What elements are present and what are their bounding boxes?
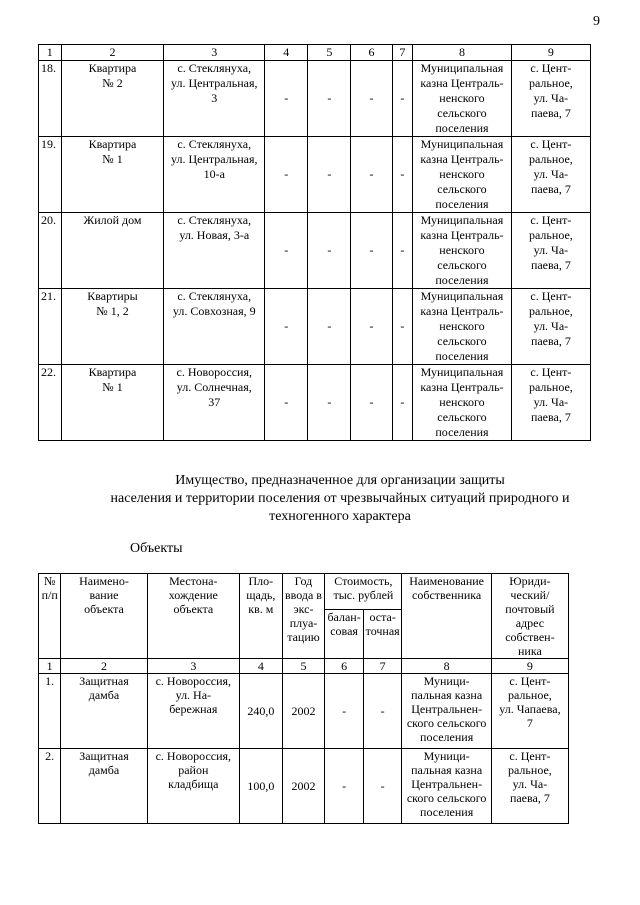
cell-line: объекта bbox=[84, 602, 124, 616]
cell-value: - bbox=[392, 365, 413, 441]
book-value: - bbox=[325, 749, 364, 824]
cell-value: - bbox=[308, 137, 351, 213]
cell-line: Центральнен- bbox=[411, 702, 483, 716]
cell-value: - bbox=[351, 213, 392, 289]
cell-line: Наименование bbox=[409, 574, 485, 588]
cell-line: паева, 7 bbox=[530, 106, 571, 120]
object-name bbox=[61, 137, 164, 213]
column-number: 4 bbox=[265, 45, 308, 61]
cell-line: собственника bbox=[412, 588, 482, 602]
cell-line: ул. Ча- bbox=[533, 167, 569, 181]
column-number: 3 bbox=[164, 45, 265, 61]
cell-line: паева, 7 bbox=[530, 334, 571, 348]
cell-line: ул. На- bbox=[175, 688, 212, 702]
cell-line: с. Цент- bbox=[530, 365, 572, 379]
cell-line: совая bbox=[330, 624, 358, 638]
cell-line: ральное, bbox=[529, 76, 573, 90]
cell-line: пальная казна bbox=[411, 763, 483, 777]
protection-objects-table bbox=[38, 573, 569, 824]
table-row bbox=[39, 365, 591, 441]
cell-line: 10-а bbox=[203, 167, 225, 181]
cell-line: Пло- bbox=[248, 574, 274, 588]
cell-line: сельского bbox=[437, 106, 487, 120]
cell-line: с. Цент- bbox=[509, 749, 551, 763]
owner-name bbox=[413, 213, 512, 289]
owner-address bbox=[491, 674, 568, 749]
cell-line: с. Цент- bbox=[509, 674, 551, 688]
cell-line: № 1 bbox=[102, 380, 123, 394]
cell-line: с. Цент- bbox=[530, 61, 572, 75]
cell-line: ул. Ча- bbox=[533, 243, 569, 257]
row-number: 1. bbox=[39, 674, 61, 749]
cell-line: ул. Ча- bbox=[512, 777, 548, 791]
residual-value: - bbox=[363, 749, 402, 824]
objects-label: Объекты bbox=[130, 541, 183, 556]
header-row bbox=[39, 574, 569, 610]
object-location bbox=[164, 61, 265, 137]
cell-line: Жилой дом bbox=[83, 213, 142, 227]
cell-line: казна Централь- bbox=[420, 152, 504, 166]
cell-line: сельского bbox=[437, 334, 487, 348]
cell-line: Квартира bbox=[88, 137, 137, 151]
header-area bbox=[240, 574, 283, 659]
cell-line: кладбища bbox=[168, 777, 219, 791]
object-name bbox=[61, 213, 164, 289]
commissioning-year: 2002 bbox=[282, 674, 325, 749]
table-row bbox=[39, 137, 591, 213]
cell-line: паева, 7 bbox=[530, 182, 571, 196]
cell-line: Муници- bbox=[423, 674, 470, 688]
cell-line: ральное, bbox=[529, 228, 573, 242]
cell-line: с. Цент- bbox=[530, 289, 572, 303]
cell-line: ненского bbox=[439, 243, 485, 257]
owner-address bbox=[511, 137, 590, 213]
cell-line: ральное, bbox=[508, 688, 552, 702]
cell-line: поселения bbox=[420, 805, 474, 819]
cell-line: поселения bbox=[435, 273, 489, 287]
cell-line: ральное, bbox=[529, 304, 573, 318]
column-number: 1 bbox=[39, 45, 62, 61]
cell-line: точная bbox=[365, 624, 400, 638]
column-number: 5 bbox=[308, 45, 351, 61]
cell-line: с. Стеклянуха, bbox=[177, 289, 252, 303]
object-name bbox=[61, 289, 164, 365]
page-number: 9 bbox=[593, 14, 600, 29]
cell-value: - bbox=[351, 289, 392, 365]
header-cost bbox=[325, 574, 402, 610]
cell-line: экс- bbox=[293, 602, 314, 616]
object-location bbox=[147, 674, 239, 749]
cell-line: поселения bbox=[435, 197, 489, 211]
header-owner-address bbox=[491, 574, 568, 659]
cell-value: - bbox=[265, 213, 308, 289]
cell-line: паева, 7 bbox=[530, 410, 571, 424]
header-cost-book bbox=[325, 610, 364, 659]
cell-line: 7 bbox=[526, 716, 533, 730]
cell-value: - bbox=[392, 289, 413, 365]
cell-value: - bbox=[392, 213, 413, 289]
cell-value: - bbox=[308, 365, 351, 441]
cell-line: Квартира bbox=[88, 365, 137, 379]
owner-address bbox=[511, 61, 590, 137]
cell-line: тыс. рублей bbox=[333, 588, 394, 602]
column-number-row bbox=[39, 45, 591, 61]
cell-line: Муниципальная bbox=[420, 61, 504, 75]
cell-line: пальная казна bbox=[411, 688, 483, 702]
owner-name bbox=[413, 289, 512, 365]
cell-line: сельского bbox=[437, 258, 487, 272]
cell-value: - bbox=[265, 289, 308, 365]
cell-line: с. Новороссия, bbox=[155, 749, 232, 763]
cell-line: ральное, bbox=[529, 152, 573, 166]
cell-line: Муниципальная bbox=[420, 365, 504, 379]
cell-line: с. Цент- bbox=[530, 137, 572, 151]
cell-line: Муници- bbox=[423, 749, 470, 763]
cell-line: ненского bbox=[439, 395, 485, 409]
object-name bbox=[61, 749, 147, 824]
cell-line: дамба bbox=[88, 688, 120, 702]
row-number: 2. bbox=[39, 749, 61, 824]
cell-line: с. Новороссия, bbox=[176, 365, 252, 379]
header-year bbox=[282, 574, 325, 659]
row-number: 18. bbox=[39, 61, 62, 137]
cell-line: бережная bbox=[169, 702, 218, 716]
column-number: 6 bbox=[325, 659, 364, 674]
column-number: 9 bbox=[511, 45, 590, 61]
object-location bbox=[164, 213, 265, 289]
cell-value: - bbox=[351, 61, 392, 137]
cell-line: казна Централь- bbox=[420, 304, 504, 318]
cell-line: Юриди- bbox=[509, 574, 551, 588]
cell-line: казна Централь- bbox=[420, 228, 504, 242]
cell-line: Муниципальная bbox=[420, 213, 504, 227]
cell-line: район bbox=[178, 763, 209, 777]
cell-line: ника bbox=[517, 644, 542, 658]
heading-line: техногенного характера bbox=[269, 509, 411, 524]
table-row bbox=[39, 674, 569, 749]
table-row bbox=[39, 289, 591, 365]
book-value: - bbox=[325, 674, 364, 749]
cell-line: ул. Центральная, bbox=[171, 152, 258, 166]
cell-value: - bbox=[265, 137, 308, 213]
cell-line: паева, 7 bbox=[530, 258, 571, 272]
row-number: 21. bbox=[39, 289, 62, 365]
cell-line: ческий/ bbox=[510, 588, 550, 602]
table-row bbox=[39, 61, 591, 137]
cell-line: ненского bbox=[439, 167, 485, 181]
cell-line: Защитная bbox=[79, 674, 129, 688]
cell-line: сельского bbox=[437, 410, 487, 424]
column-number: 3 bbox=[147, 659, 239, 674]
cell-line: Местона- bbox=[169, 574, 218, 588]
column-number: 7 bbox=[363, 659, 402, 674]
cell-line: поселения bbox=[435, 425, 489, 439]
cell-line: Наимено- bbox=[79, 574, 129, 588]
residual-value: - bbox=[363, 674, 402, 749]
header-cost-residual bbox=[363, 610, 402, 659]
cell-line: ул. Новая, 3-а bbox=[179, 228, 250, 242]
object-location bbox=[164, 365, 265, 441]
column-number: 2 bbox=[61, 659, 147, 674]
cell-line: ул. Центральная, bbox=[171, 76, 258, 90]
object-area: 240,0 bbox=[240, 674, 283, 749]
cell-value: - bbox=[392, 137, 413, 213]
column-number: 6 bbox=[351, 45, 392, 61]
cell-value: - bbox=[265, 61, 308, 137]
object-location bbox=[164, 137, 265, 213]
owner-name bbox=[413, 137, 512, 213]
cell-line: сельского bbox=[437, 182, 487, 196]
row-number: 19. bbox=[39, 137, 62, 213]
cell-line: ральное, bbox=[529, 380, 573, 394]
cell-line: ского сельского bbox=[406, 791, 487, 805]
column-number: 7 bbox=[392, 45, 413, 61]
cell-line: № bbox=[43, 574, 56, 588]
cell-line: оста- bbox=[369, 610, 396, 624]
cell-line: ул. Ча- bbox=[533, 395, 569, 409]
cell-line: объекта bbox=[173, 602, 214, 616]
object-area: 100,0 bbox=[240, 749, 283, 824]
cell-line: с. Стеклянуха, bbox=[177, 137, 252, 151]
owner-address bbox=[511, 213, 590, 289]
cell-line: № 2 bbox=[102, 76, 123, 90]
object-name bbox=[61, 61, 164, 137]
cell-line: ул. Солнечная, bbox=[176, 380, 252, 394]
cell-line: балан- bbox=[327, 610, 361, 624]
property-table-continued bbox=[38, 44, 591, 441]
heading-line: Имущество, предназначенное для организации защиты bbox=[175, 473, 505, 488]
object-name bbox=[61, 365, 164, 441]
cell-line: Защитная bbox=[79, 749, 129, 763]
header-owner-name bbox=[402, 574, 491, 659]
cell-value: - bbox=[392, 61, 413, 137]
cell-line: ненского bbox=[439, 91, 485, 105]
object-location bbox=[147, 749, 239, 824]
owner-name bbox=[402, 749, 491, 824]
column-number: 8 bbox=[402, 659, 491, 674]
table-row bbox=[39, 749, 569, 824]
cell-line: Муниципальная bbox=[420, 289, 504, 303]
row-number: 20. bbox=[39, 213, 62, 289]
section-heading bbox=[60, 472, 620, 526]
cell-line: с. Новороссия, bbox=[155, 674, 232, 688]
cell-line: вание bbox=[89, 588, 119, 602]
header-num bbox=[39, 574, 61, 659]
cell-line: № 1 bbox=[102, 152, 123, 166]
cell-line: хождение bbox=[168, 588, 218, 602]
cell-line: ввода в bbox=[284, 588, 322, 602]
cell-line: ул. Совхозная, 9 bbox=[172, 304, 256, 318]
cell-line: с. Стеклянуха, bbox=[177, 61, 252, 75]
cell-value: - bbox=[308, 289, 351, 365]
column-number: 8 bbox=[413, 45, 512, 61]
row-number: 22. bbox=[39, 365, 62, 441]
owner-address bbox=[511, 289, 590, 365]
cell-value: - bbox=[308, 213, 351, 289]
cell-line: ул. Ча- bbox=[533, 91, 569, 105]
cell-line: ского сельского bbox=[406, 716, 487, 730]
cell-value: - bbox=[351, 365, 392, 441]
cell-line: почтовый bbox=[505, 602, 555, 616]
header-name bbox=[61, 574, 147, 659]
owner-address bbox=[511, 365, 590, 441]
commissioning-year: 2002 bbox=[282, 749, 325, 824]
owner-name bbox=[413, 365, 512, 441]
cell-line: Год bbox=[294, 574, 313, 588]
column-number-row bbox=[39, 659, 569, 674]
cell-line: с. Цент- bbox=[530, 213, 572, 227]
owner-name bbox=[413, 61, 512, 137]
cell-value: - bbox=[265, 365, 308, 441]
column-number: 5 bbox=[282, 659, 325, 674]
cell-line: поселения bbox=[435, 121, 489, 135]
column-number: 1 bbox=[39, 659, 61, 674]
column-number: 9 bbox=[491, 659, 568, 674]
cell-line: Центральнен- bbox=[411, 777, 483, 791]
cell-value: - bbox=[308, 61, 351, 137]
cell-line: щадь, bbox=[246, 588, 276, 602]
cell-line: Стоимость, bbox=[334, 574, 393, 588]
cell-line: плуа- bbox=[289, 616, 318, 630]
cell-line: собствен- bbox=[505, 630, 555, 644]
cell-line: дамба bbox=[88, 763, 120, 777]
header-location bbox=[147, 574, 239, 659]
cell-line: 37 bbox=[208, 395, 221, 409]
cell-line: 3 bbox=[211, 91, 218, 105]
table-row bbox=[39, 213, 591, 289]
cell-line: № 1, 2 bbox=[96, 304, 129, 318]
cell-line: поселения bbox=[420, 730, 474, 744]
column-number: 2 bbox=[61, 45, 164, 61]
cell-line: ул. Ча- bbox=[533, 319, 569, 333]
cell-line: Муниципальная bbox=[420, 137, 504, 151]
cell-value: - bbox=[351, 137, 392, 213]
object-name bbox=[61, 674, 147, 749]
object-location bbox=[164, 289, 265, 365]
heading-line: населения и территории поселения от чрезвычайных ситуаций природного и bbox=[110, 491, 570, 506]
cell-line: паева, 7 bbox=[509, 791, 550, 805]
owner-name bbox=[402, 674, 491, 749]
cell-line: казна Централь- bbox=[420, 380, 504, 394]
cell-line: п/п bbox=[41, 588, 58, 602]
cell-line: ул. Чапаева, bbox=[499, 702, 561, 716]
cell-line: Квартира bbox=[88, 61, 137, 75]
cell-line: ненского bbox=[439, 319, 485, 333]
cell-line: с. Стеклянуха, bbox=[177, 213, 252, 227]
cell-line: казна Централь- bbox=[420, 76, 504, 90]
cell-line: кв. м bbox=[248, 602, 274, 616]
cell-line: поселения bbox=[435, 349, 489, 363]
owner-address bbox=[491, 749, 568, 824]
cell-line: тацию bbox=[287, 630, 320, 644]
cell-line: адрес bbox=[515, 616, 545, 630]
cell-line: Квартиры bbox=[87, 289, 138, 303]
column-number: 4 bbox=[240, 659, 283, 674]
cell-line: ральное, bbox=[508, 763, 552, 777]
